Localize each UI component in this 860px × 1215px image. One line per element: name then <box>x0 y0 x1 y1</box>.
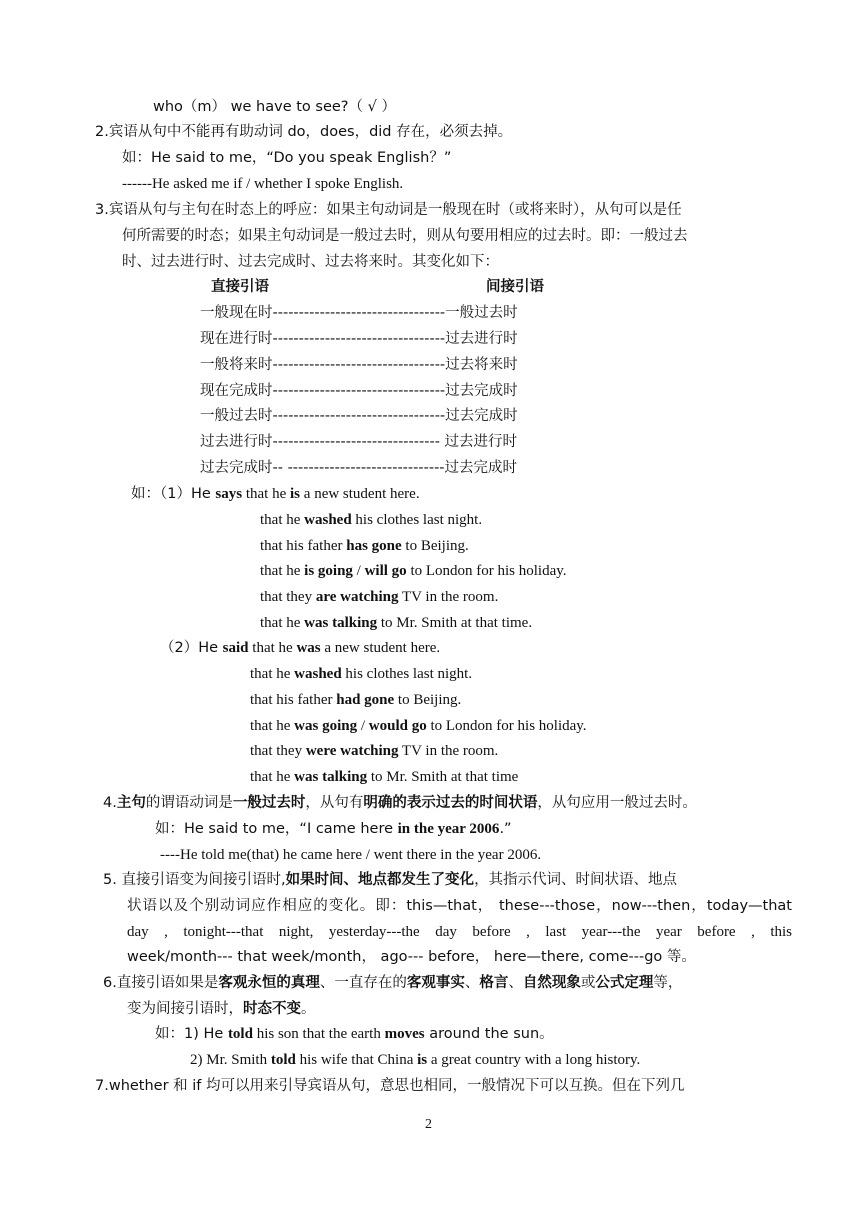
example-line: 如：He said to me，“Do you speak English？” <box>122 150 452 166</box>
page-number: 2 <box>425 1117 432 1132</box>
tense-row: 一般现在时---------------------------------一般过去时 <box>200 305 518 321</box>
example-1-item: that he washed his clothes last night. <box>260 512 483 528</box>
example-1-item: that he was talking to Mr. Smith at that time. <box>260 615 533 631</box>
point-6: 6.直接引语如果是客观永恒的真理、一直存在的客观事实、格言、自然现象或公式定理等， <box>103 975 683 991</box>
point-6-example: 2) Mr. Smith told his wife that China is a great country with a long history. <box>190 1052 641 1068</box>
example-1-head: 如：（1）He says that he is a new student here. <box>131 486 420 502</box>
tense-row: 一般将来时---------------------------------过去将来时 <box>200 357 518 373</box>
point-4-example: 如：He said to me，“I came here in the year 2006.” <box>155 821 512 837</box>
point-6-example: 如：1) He told his son that the earth moves around the sun。 <box>155 1026 554 1042</box>
point-3: 3.宾语从句与主句在时态上的呼应：如果主句动词是一般现在时（或将来时），从句可以是任 <box>95 202 682 218</box>
tense-row: 现在进行时---------------------------------过去进行时 <box>200 331 518 347</box>
tense-row: 现在完成时---------------------------------过去完成时 <box>200 383 518 399</box>
example-2-item: that he washed his clothes last night. <box>250 666 473 682</box>
example-2-item: that they were watching TV in the room. <box>250 743 499 759</box>
point-5-cont: day , tonight---that night, yesterday---the day before , last year---the year before , this <box>127 924 792 940</box>
example-1-item: that they are watching TV in the room. <box>260 589 499 605</box>
example-1-item: that his father has gone to Beijing. <box>260 538 469 554</box>
point-5-cont: week/month--- that week/month， ago--- before， here—there, come---go 等。 <box>127 949 696 965</box>
point-4: 4.主句的谓语动词是一般过去时，从句有明确的表示过去的时间状语，从句应用一般过去时。 <box>103 795 697 811</box>
example-2-item: that his father had gone to Beijing. <box>250 692 462 708</box>
point-7: 7.whether 和 if 均可以用来引导宾语从句，意思也相同，一般情况下可以互换。但在下列几 <box>95 1078 685 1094</box>
text-line: who（m） we have to see?（ √ ） <box>153 99 396 115</box>
point-5: 5. 直接引语变为间接引语时,如果时间、地点都发生了变化，其指示代词、时间状语、地点 <box>103 872 678 888</box>
point-2: 2.宾语从句中不能再有助动词 do，does，did 存在，必须去掉。 <box>95 124 513 140</box>
example-1-item: that he is going / will go to London for his holiday. <box>260 563 567 579</box>
point-3-cont: 时、过去进行时、过去完成时、过去将来时。其变化如下： <box>122 254 499 270</box>
point-6-cont: 变为间接引语时，时态不变。 <box>127 1001 316 1017</box>
header-direct-speech: 直接引语 <box>211 279 269 295</box>
example-line: ------He asked me if / whether I spoke English. <box>122 176 404 192</box>
tense-row: 过去进行时-------------------------------- 过去进行时 <box>200 434 518 450</box>
example-2-item: that he was talking to Mr. Smith at that time <box>250 769 519 785</box>
point-5-cont: 状语以及个别动词应作相应的变化。即：this—that， these---those，now---then，today—that <box>127 898 792 914</box>
example-2-head: （2）He said that he was a new student here. <box>160 640 441 656</box>
example-2-item: that he was going / would go to London for his holiday. <box>250 718 587 734</box>
tense-row: 过去完成时-- ------------------------------过去完成时 <box>200 460 518 476</box>
point-4-example: ----He told me(that) he came here / went there in the year 2006. <box>160 847 542 863</box>
header-indirect-speech: 间接引语 <box>486 279 544 295</box>
tense-row: 一般过去时---------------------------------过去完成时 <box>200 408 518 424</box>
point-3-cont: 何所需要的时态；如果主句动词是一般过去时，则从句要用相应的过去时。即：一般过去 <box>122 228 688 244</box>
